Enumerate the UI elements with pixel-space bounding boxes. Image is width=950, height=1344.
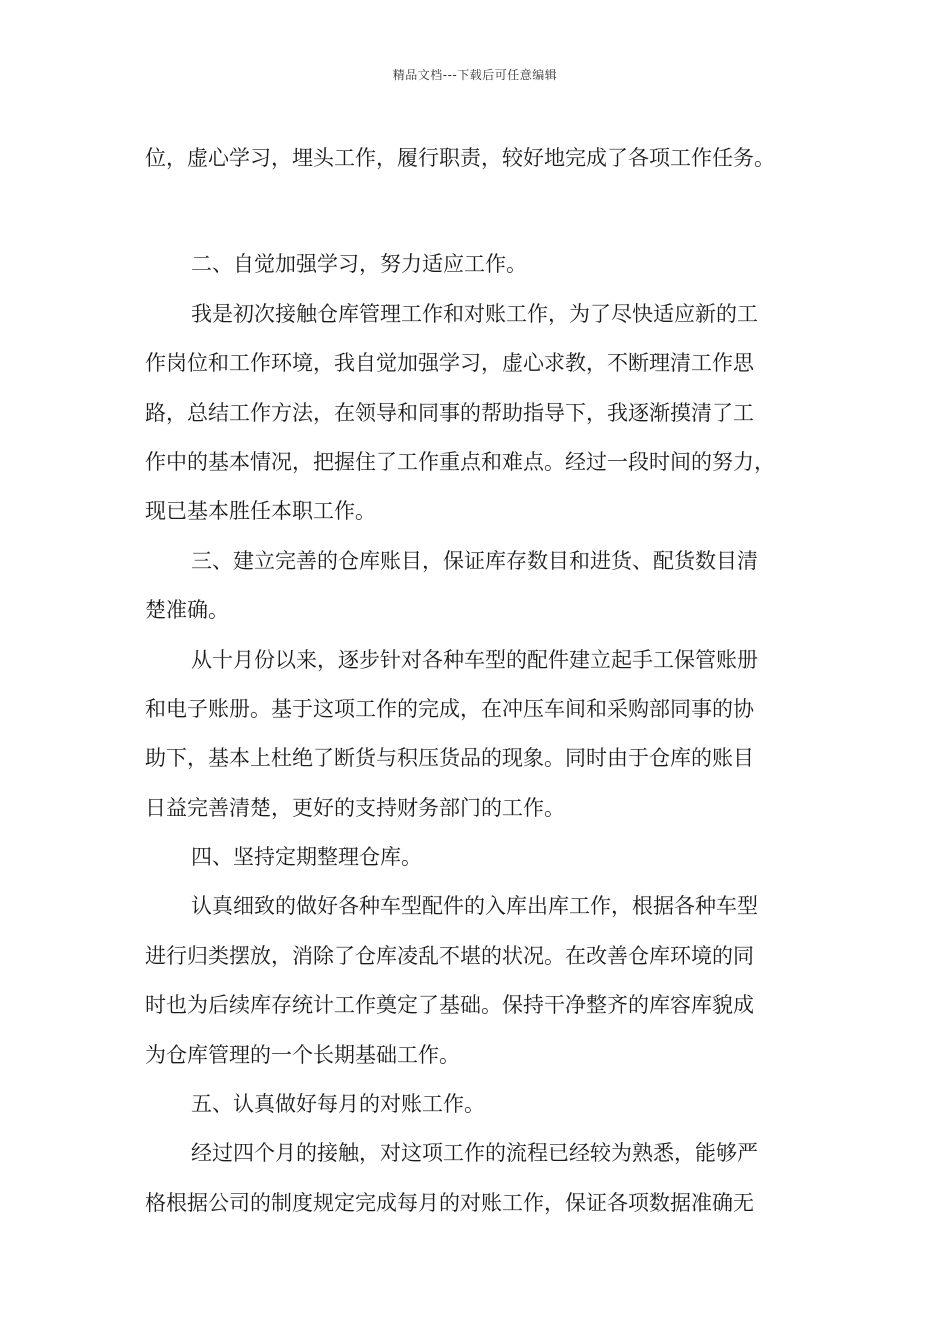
paragraph-line: 作中的基本情况，把握住了工作重点和难点。经过一段时间的努力， <box>145 449 775 474</box>
section-heading: 四、坚持定期整理仓库。 <box>191 845 422 870</box>
paragraph-line: 为仓库管理的一个长期基础工作。 <box>145 1042 460 1067</box>
paragraph-line: 经过四个月的接触，对这项工作的流程已经较为熟悉，能够严 <box>191 1141 758 1166</box>
paragraph-line: 路，总结工作方法，在领导和同事的帮助指导下，我逐渐摸清了工 <box>145 400 754 425</box>
paragraph-line: 现已基本胜任本职工作。 <box>145 499 376 524</box>
section-heading: 五、认真做好每月的对账工作。 <box>191 1092 485 1117</box>
paragraph-line: 时也为后续库存统计工作奠定了基础。保持干净整齐的库容库貌成 <box>145 993 754 1018</box>
page-header: 精品文档---下载后可任意编辑 <box>392 68 558 82</box>
paragraph-line: 日益完善清楚，更好的支持财务部门的工作。 <box>145 795 565 820</box>
paragraph-line: 从十月份以来，逐步针对各种车型的配件建立起手工保管账册 <box>191 647 758 672</box>
paragraph-line: 进行归类摆放，消除了仓库凌乱不堪的状况。在改善仓库环境的同 <box>145 943 754 968</box>
paragraph-line: 我是初次接触仓库管理工作和对账工作，为了尽快适应新的工 <box>191 301 758 326</box>
section-heading: 三、建立完善的仓库账目，保证库存数目和进货、配货数目清 <box>191 548 758 573</box>
paragraph-line: 位，虚心学习，埋头工作，履行职责，较好地完成了各项工作任务。 <box>145 146 775 170</box>
paragraph-line: 认真细致的做好各种车型配件的入库出库工作，根据各种车型 <box>191 894 758 919</box>
paragraph-line: 作岗位和工作环境，我自觉加强学习，虚心求教，不断理清工作思 <box>145 351 754 376</box>
paragraph-line: 和电子账册。基于这项工作的完成，在冲压车间和采购部同事的协 <box>145 696 754 721</box>
paragraph-line: 格根据公司的制度规定完成每月的对账工作，保证各项数据准确无 <box>145 1190 754 1215</box>
paragraph-spacer <box>145 183 825 240</box>
section-heading-continued: 楚准确。 <box>145 598 229 623</box>
section-heading: 二、自觉加强学习，努力适应工作。 <box>191 252 527 277</box>
document-body <box>145 134 825 1228</box>
paragraph-line: 助下，基本上杜绝了断货与积压货品的现象。同时由于仓库的账目 <box>145 746 754 771</box>
